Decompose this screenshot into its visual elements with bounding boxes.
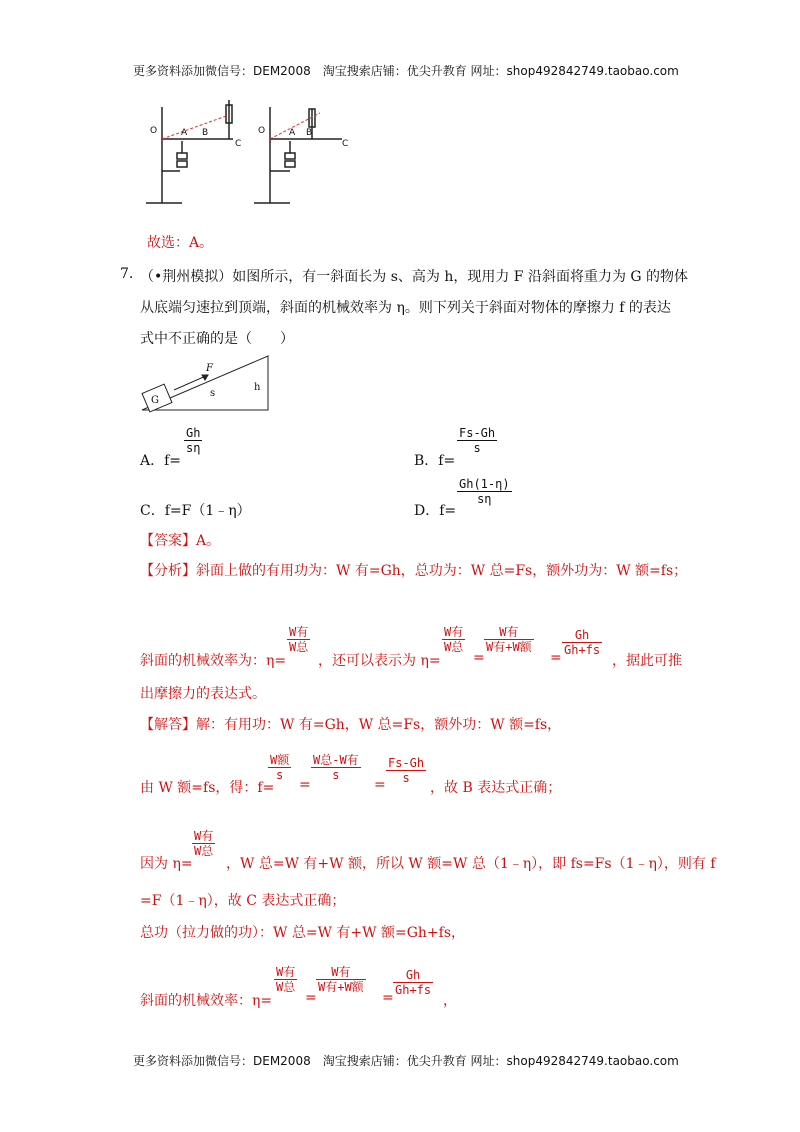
solve-line-2: 由 W 额=fs，得：f= — [140, 780, 275, 796]
previous-answer: 故选：A。 — [147, 235, 214, 251]
fraction: W总-W有 s — [313, 753, 359, 782]
option-a-label: A．f= — [140, 453, 182, 469]
label-O: O — [150, 126, 158, 136]
label-A: A — [181, 128, 188, 138]
solve-line-4: =F（1﹣η），故 C 表达式正确； — [140, 893, 346, 909]
label-B: B — [202, 128, 209, 138]
label-B: B — [306, 128, 313, 138]
solve-line-6: 斜面的机械效率：η= — [140, 993, 273, 1009]
height-label: h — [254, 382, 261, 393]
fraction: W有 W总 — [289, 625, 309, 654]
fraction: W有 W有+W额 — [486, 625, 532, 654]
label-C: C — [235, 139, 242, 149]
fraction: Gh Gh+fs — [395, 968, 432, 997]
fraction: W有 W总 — [276, 965, 296, 994]
question-line-1: （•荆州模拟）如图所示，有一斜面长为 s、高为 h，现用力 F 沿斜面将重力为 G 的物体 — [140, 269, 689, 285]
option-d-label: D．f= — [414, 503, 457, 519]
lever-figure — [140, 95, 360, 210]
option-b-fraction: Fs-Gh s — [459, 426, 496, 455]
option-b-label: B．f= — [414, 453, 456, 469]
solve-line-5: 总功（拉力做的功）：W 总=W 有+W 额=Gh+fs， — [140, 925, 466, 941]
label-O: O — [258, 126, 266, 136]
block-label: G — [151, 395, 159, 406]
incline-figure — [140, 352, 275, 414]
question-number: 7. — [120, 266, 134, 282]
analysis-line-2: 斜面的机械效率为：η= — [140, 653, 287, 669]
option-a-fraction: Gh sη — [186, 426, 201, 455]
slope-label: s — [210, 388, 216, 399]
option-d-fraction: Gh(1-η) sη — [459, 477, 510, 506]
fraction: Gh Gh+fs — [564, 628, 601, 657]
question-line-3: 式中不正确的是（ ） — [140, 331, 294, 347]
option-c-label: C．f=F（1﹣η） — [140, 503, 251, 519]
fraction: Fs-Gh s — [388, 756, 425, 785]
question-line-2: 从底端匀速拉到顶端，斜面的机械效率为 η。则下列关于斜面对物体的摩擦力 f 的表达 — [140, 300, 671, 316]
fraction: W额 s — [270, 753, 290, 782]
force-label: F — [206, 363, 213, 374]
label-C: C — [342, 139, 349, 149]
page-header: 更多资料添加微信号：DEM2008 淘宝搜索店铺：优尖升教育 网址：shop492842749.taobao.com — [133, 64, 679, 78]
solve-line-1: 【解答】解：有用功：W 有=Gh，W 总=Fs，额外功：W 额=fs， — [140, 717, 562, 733]
answer-line: 【答案】A。 — [140, 533, 221, 549]
label-A: A — [289, 128, 296, 138]
fraction: W有 W总 — [194, 829, 214, 858]
analysis-line-1: 【分析】斜面上做的有用功为：W 有=Gh，总功为：W 总=Fs，额外功为：W 额=fs； — [140, 563, 688, 579]
page-footer: 更多资料添加微信号：DEM2008 淘宝搜索店铺：优尖升教育 网址：shop492842749.taobao.com — [133, 1054, 679, 1068]
solve-line-3: 因为 η= — [140, 856, 193, 872]
fraction: W有 W有+W额 — [318, 965, 364, 994]
fraction: W有 W总 — [444, 625, 464, 654]
analysis-line-3: 出摩擦力的表达式。 — [140, 686, 266, 702]
